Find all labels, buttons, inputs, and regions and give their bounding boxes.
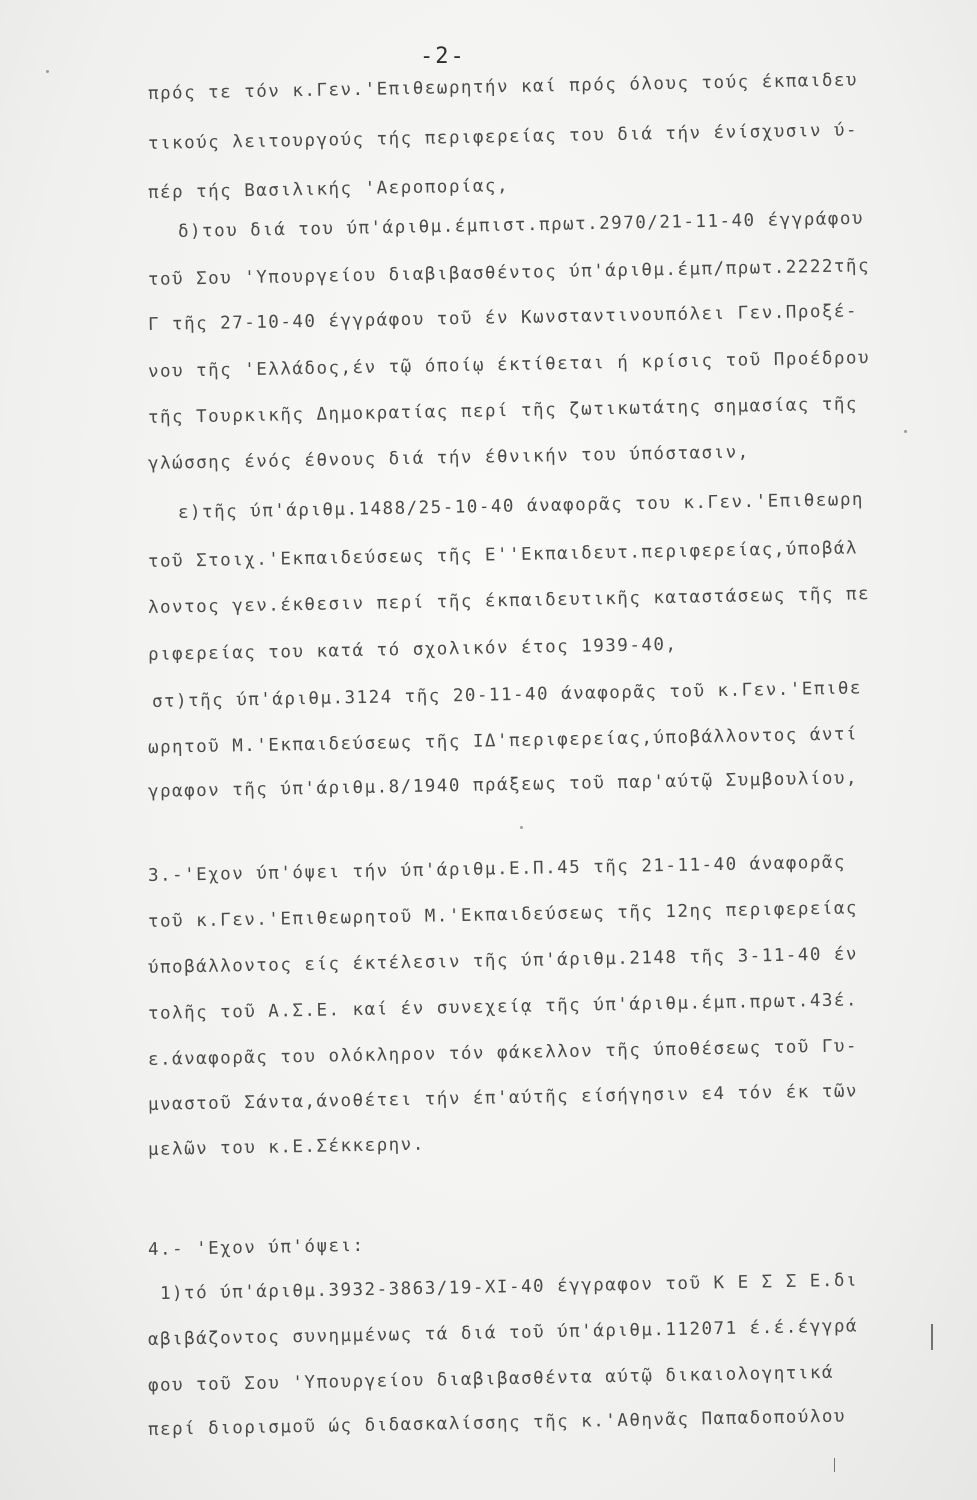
text-line: αβιβάζοντος συνημμένως τά διά τοῦ ύπ'άριθμ.112071 έ.έ.έγγρά bbox=[147, 1316, 859, 1350]
text-line: ριφερείας του κατά τό σχολικόν έτος 1939-40, bbox=[147, 634, 678, 665]
text-line: φου τοῦ Σου 'Υπουργείου διαβιβασθέντα αύτῷ δικαιολογητικά bbox=[147, 1362, 835, 1396]
text-line: γλώσσης ένός έθνους διά τήν έθνικήν του ύπόστασιν, bbox=[147, 442, 750, 474]
text-line: λοντος γεν.έκθεσιν περί τῆς έκπαιδευτικῆς καταστάσεως τῆς πε bbox=[147, 584, 871, 618]
text-line: ωρητοῦ Μ.'Εκπαιδεύσεως τῆς ΙΔ'περιφερείας,ύποβάλλοντος άντί bbox=[147, 724, 859, 758]
text-line: τοῦ Στοιχ.'Εκπαιδεύσεως τῆς Ε''Εκπαιδευτ.περιφερείας,ύποβάλ bbox=[147, 538, 859, 572]
text-line: γραφον τῆς ύπ'άριθμ.8/1940 πράξεως τοῦ παρ'αύτῷ Συμβουλίου, bbox=[147, 768, 859, 802]
page-number: -2- bbox=[420, 44, 466, 69]
paper-speck bbox=[46, 70, 49, 73]
text-line: τοῦ κ.Γεν.'Επιθεωρητοῦ Μ.'Εκπαιδεύσεως τῆς 12ης περιφερείας bbox=[147, 898, 859, 932]
text-line: τικούς λειτουργούς τής περιφερείας του διά τήν ένίσχυσιν ύ- bbox=[147, 120, 859, 154]
text-line: περί διορισμοῦ ώς διδασκαλίσσης τῆς κ.'Αθηνᾶς Παπαδοπούλου bbox=[147, 1406, 847, 1440]
text-line: νου τῆς 'Ελλάδος,έν τῷ όποίῳ έκτίθεται ή κρίσις τοῦ Προέδρου bbox=[147, 348, 871, 382]
text-line: Γ τῆς 27-10-40 έγγράφου τοῦ έν Κωνσταντινουπόλει Γεν.Προξέ- bbox=[147, 301, 859, 335]
text-line: μελῶν του κ.Ε.Σέκκερην. bbox=[147, 1134, 425, 1160]
text-line: 3.-'Εχον ύπ'όψει τήν ύπ'άριθμ.Ε.Π.45 τῆς 21-11-40 άναφορᾶς bbox=[147, 852, 847, 886]
text-line: πρός τε τόν κ.Γεν.'Επιθεωρητήν καί πρός όλους τούς έκπαιδευ bbox=[147, 70, 859, 104]
text-line: στ)τῆς ύπ'άριθμ.3124 τῆς 20-11-40 άναφορᾶς τοῦ κ.Γεν.'Επιθε bbox=[151, 678, 863, 712]
text-line: ε)τῆς ύπ'άριθμ.1488/25-10-40 άναφορᾶς του κ.Γεν.'Επιθεωρη bbox=[177, 489, 865, 523]
text-line: μναστοῦ Σάντα,άνοθέτει τήν έπ'αύτῆς είσήγησιν ε4 τόν έκ τῶν bbox=[147, 1081, 859, 1115]
margin-mark bbox=[931, 1324, 933, 1350]
text-line: τολῆς τοῦ Α.Σ.Ε. καί έν συνεχείᾳ τῆς ύπ'άριθμ.έμπ.πρωτ.43έ. bbox=[147, 990, 859, 1024]
text-line: δ)του διά του ύπ'άριθμ.έμπιστ.πρωτ.2970/21-11-40 έγγράφου bbox=[177, 208, 865, 242]
margin-mark bbox=[834, 1458, 835, 1472]
text-line: τῆς Τουρκικῆς Δημοκρατίας περί τῆς ζωτικωτάτης σημασίας τῆς bbox=[147, 394, 859, 428]
text-line: 4.- 'Εχον ύπ'όψει: bbox=[147, 1235, 365, 1260]
text-line: ύποβάλλοντος είς έκτέλεσιν τῆς ύπ'άριθμ.2148 τῆς 3-11-40 έν bbox=[147, 944, 859, 978]
text-line: 1)τό ύπ'άριθμ.3932-3863/19-ΧΙ-40 έγγραφον τοῦ Κ Ε Σ Σ Ε.δι bbox=[159, 1270, 859, 1304]
text-line: πέρ τής Βασιλικής 'Αεροπορίας, bbox=[147, 176, 510, 203]
text-line: ε.άναφορᾶς του ολόκληρον τόν φάκελλον τῆς ύποθέσεως τοῦ Γυ- bbox=[147, 1036, 859, 1070]
paper-speck bbox=[904, 430, 907, 433]
paper-speck bbox=[520, 826, 523, 829]
text-line: τοῦ Σου 'Υπουργείου διαβιβασθέντος ύπ'άριθμ.έμπ/πρωτ.2222τῆς bbox=[147, 256, 871, 290]
